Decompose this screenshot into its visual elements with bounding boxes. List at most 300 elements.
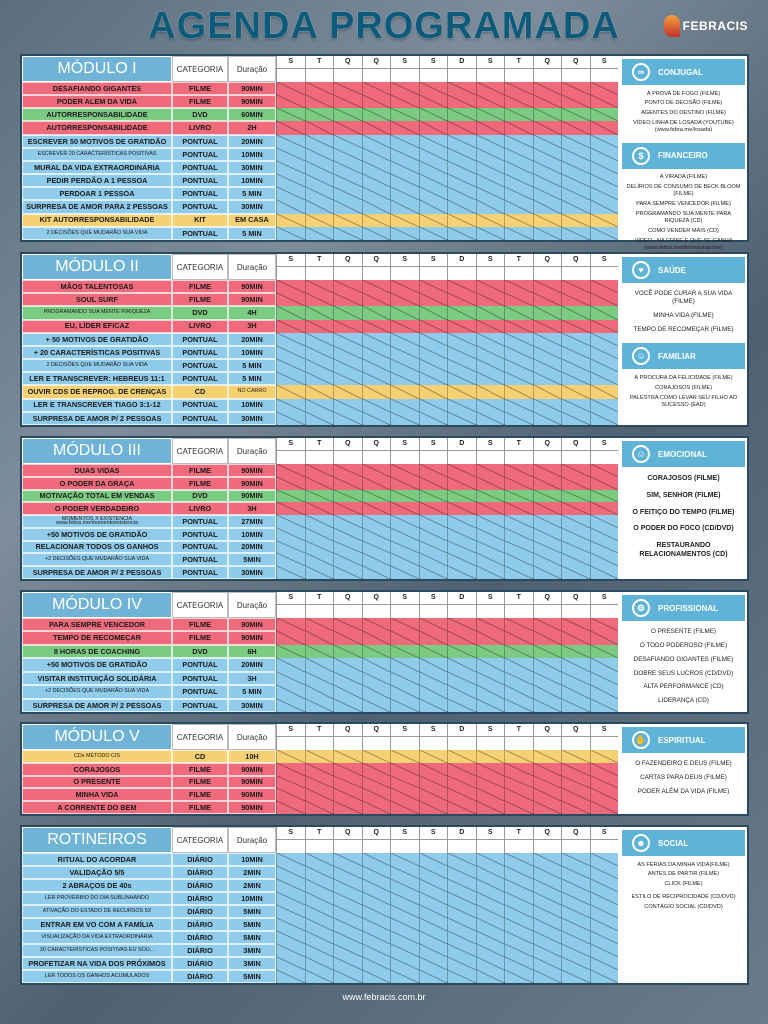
day-checkbox-cell[interactable] [533,658,562,671]
day-checkbox-cell[interactable] [305,672,334,685]
day-checkbox-cell[interactable] [276,699,305,712]
day-checkbox-cell[interactable] [276,399,305,412]
day-checkbox-cell[interactable] [305,161,334,174]
day-checkbox-cell[interactable] [362,944,391,957]
day-checkbox-cell[interactable] [590,750,619,763]
day-checkbox-cell[interactable] [476,227,505,240]
day-checkbox-cell[interactable] [419,412,448,425]
day-checkbox-cell[interactable] [504,293,533,306]
day-checkbox-cell[interactable] [504,763,533,776]
day-checkbox-cell[interactable] [333,477,362,490]
day-checkbox-cell[interactable] [504,618,533,631]
day-checkbox-cell[interactable] [419,477,448,490]
day-checkbox-cell[interactable] [276,412,305,425]
day-checkbox-cell[interactable] [362,306,391,319]
day-checkbox-cell[interactable] [419,905,448,918]
day-checkbox-cell[interactable] [333,905,362,918]
day-checkbox-cell[interactable] [590,135,619,148]
day-checkbox-cell[interactable] [362,399,391,412]
day-checkbox-cell[interactable] [476,957,505,970]
day-checkbox-cell[interactable] [476,95,505,108]
day-checkbox-cell[interactable] [476,658,505,671]
day-checkbox-cell[interactable] [533,944,562,957]
day-checkbox-cell[interactable] [305,918,334,931]
day-checkbox-cell[interactable] [476,944,505,957]
day-checkbox-cell[interactable] [419,359,448,372]
day-checkbox-cell[interactable] [305,174,334,187]
day-checkbox-cell[interactable] [504,918,533,931]
day-checkbox-cell[interactable] [476,293,505,306]
day-checkbox-cell[interactable] [419,280,448,293]
day-checkbox-cell[interactable] [305,95,334,108]
day-checkbox-cell[interactable] [362,866,391,879]
day-checkbox-cell[interactable] [447,148,476,161]
day-checkbox-cell[interactable] [561,801,590,814]
day-checkbox-cell[interactable] [419,490,448,503]
day-checkbox-cell[interactable] [390,502,419,515]
day-checkbox-cell[interactable] [561,685,590,698]
day-checkbox-cell[interactable] [476,788,505,801]
day-checkbox-cell[interactable] [561,121,590,134]
day-checkbox-cell[interactable] [390,121,419,134]
day-checkbox-cell[interactable] [390,490,419,503]
day-checkbox-cell[interactable] [590,528,619,541]
day-checkbox-cell[interactable] [333,95,362,108]
day-checkbox-cell[interactable] [305,944,334,957]
day-checkbox-cell[interactable] [305,372,334,385]
day-checkbox-cell[interactable] [276,918,305,931]
day-checkbox-cell[interactable] [276,788,305,801]
day-checkbox-cell[interactable] [390,931,419,944]
day-checkbox-cell[interactable] [476,161,505,174]
day-checkbox-cell[interactable] [476,905,505,918]
day-checkbox-cell[interactable] [476,685,505,698]
day-checkbox-cell[interactable] [590,685,619,698]
day-checkbox-cell[interactable] [504,931,533,944]
day-checkbox-cell[interactable] [561,750,590,763]
day-checkbox-cell[interactable] [305,293,334,306]
day-checkbox-cell[interactable] [305,346,334,359]
day-checkbox-cell[interactable] [590,280,619,293]
day-checkbox-cell[interactable] [504,699,533,712]
day-checkbox-cell[interactable] [305,464,334,477]
day-checkbox-cell[interactable] [419,866,448,879]
day-checkbox-cell[interactable] [533,528,562,541]
day-checkbox-cell[interactable] [305,359,334,372]
day-checkbox-cell[interactable] [561,788,590,801]
day-checkbox-cell[interactable] [447,227,476,240]
day-checkbox-cell[interactable] [419,372,448,385]
day-checkbox-cell[interactable] [447,957,476,970]
day-checkbox-cell[interactable] [476,108,505,121]
day-checkbox-cell[interactable] [533,553,562,566]
day-checkbox-cell[interactable] [447,161,476,174]
day-checkbox-cell[interactable] [276,515,305,528]
day-checkbox-cell[interactable] [305,108,334,121]
day-checkbox-cell[interactable] [362,346,391,359]
day-checkbox-cell[interactable] [504,528,533,541]
day-checkbox-cell[interactable] [533,372,562,385]
day-checkbox-cell[interactable] [561,763,590,776]
day-checkbox-cell[interactable] [276,385,305,398]
day-checkbox-cell[interactable] [504,566,533,579]
day-checkbox-cell[interactable] [419,931,448,944]
day-checkbox-cell[interactable] [504,905,533,918]
day-checkbox-cell[interactable] [333,944,362,957]
day-checkbox-cell[interactable] [419,320,448,333]
day-checkbox-cell[interactable] [561,477,590,490]
day-checkbox-cell[interactable] [590,214,619,227]
day-checkbox-cell[interactable] [504,541,533,554]
day-checkbox-cell[interactable] [476,931,505,944]
day-checkbox-cell[interactable] [362,566,391,579]
day-checkbox-cell[interactable] [333,227,362,240]
day-checkbox-cell[interactable] [590,200,619,213]
day-checkbox-cell[interactable] [333,892,362,905]
day-checkbox-cell[interactable] [390,631,419,644]
day-checkbox-cell[interactable] [419,161,448,174]
day-checkbox-cell[interactable] [390,566,419,579]
day-checkbox-cell[interactable] [305,853,334,866]
day-checkbox-cell[interactable] [561,490,590,503]
day-checkbox-cell[interactable] [561,320,590,333]
day-checkbox-cell[interactable] [390,892,419,905]
day-checkbox-cell[interactable] [533,214,562,227]
day-checkbox-cell[interactable] [305,306,334,319]
day-checkbox-cell[interactable] [276,853,305,866]
day-checkbox-cell[interactable] [504,161,533,174]
day-checkbox-cell[interactable] [561,293,590,306]
day-checkbox-cell[interactable] [447,699,476,712]
day-checkbox-cell[interactable] [533,931,562,944]
day-checkbox-cell[interactable] [362,82,391,95]
day-checkbox-cell[interactable] [362,477,391,490]
day-checkbox-cell[interactable] [561,528,590,541]
day-checkbox-cell[interactable] [362,161,391,174]
day-checkbox-cell[interactable] [362,685,391,698]
day-checkbox-cell[interactable] [362,905,391,918]
day-checkbox-cell[interactable] [447,566,476,579]
day-checkbox-cell[interactable] [362,618,391,631]
day-checkbox-cell[interactable] [561,280,590,293]
day-checkbox-cell[interactable] [419,853,448,866]
day-checkbox-cell[interactable] [276,121,305,134]
day-checkbox-cell[interactable] [305,566,334,579]
day-checkbox-cell[interactable] [533,399,562,412]
day-checkbox-cell[interactable] [276,672,305,685]
day-checkbox-cell[interactable] [333,372,362,385]
day-checkbox-cell[interactable] [533,161,562,174]
day-checkbox-cell[interactable] [276,214,305,227]
day-checkbox-cell[interactable] [419,385,448,398]
day-checkbox-cell[interactable] [533,490,562,503]
day-checkbox-cell[interactable] [305,399,334,412]
day-checkbox-cell[interactable] [533,306,562,319]
day-checkbox-cell[interactable] [333,385,362,398]
day-checkbox-cell[interactable] [447,879,476,892]
day-checkbox-cell[interactable] [276,944,305,957]
day-checkbox-cell[interactable] [305,320,334,333]
day-checkbox-cell[interactable] [276,566,305,579]
day-checkbox-cell[interactable] [276,658,305,671]
day-checkbox-cell[interactable] [504,879,533,892]
day-checkbox-cell[interactable] [419,879,448,892]
day-checkbox-cell[interactable] [504,227,533,240]
day-checkbox-cell[interactable] [305,645,334,658]
day-checkbox-cell[interactable] [533,631,562,644]
day-checkbox-cell[interactable] [447,346,476,359]
day-checkbox-cell[interactable] [476,372,505,385]
day-checkbox-cell[interactable] [590,306,619,319]
day-checkbox-cell[interactable] [447,385,476,398]
day-checkbox-cell[interactable] [533,685,562,698]
day-checkbox-cell[interactable] [504,320,533,333]
day-checkbox-cell[interactable] [533,333,562,346]
day-checkbox-cell[interactable] [504,645,533,658]
day-checkbox-cell[interactable] [333,645,362,658]
day-checkbox-cell[interactable] [504,108,533,121]
day-checkbox-cell[interactable] [561,566,590,579]
day-checkbox-cell[interactable] [590,95,619,108]
day-checkbox-cell[interactable] [390,174,419,187]
day-checkbox-cell[interactable] [333,174,362,187]
day-checkbox-cell[interactable] [333,553,362,566]
day-checkbox-cell[interactable] [590,82,619,95]
day-checkbox-cell[interactable] [276,490,305,503]
day-checkbox-cell[interactable] [419,148,448,161]
day-checkbox-cell[interactable] [476,359,505,372]
day-checkbox-cell[interactable] [447,776,476,789]
day-checkbox-cell[interactable] [333,776,362,789]
day-checkbox-cell[interactable] [305,82,334,95]
day-checkbox-cell[interactable] [362,214,391,227]
day-checkbox-cell[interactable] [419,121,448,134]
day-checkbox-cell[interactable] [447,685,476,698]
day-checkbox-cell[interactable] [533,359,562,372]
day-checkbox-cell[interactable] [447,528,476,541]
day-checkbox-cell[interactable] [476,750,505,763]
day-checkbox-cell[interactable] [447,121,476,134]
day-checkbox-cell[interactable] [419,306,448,319]
day-checkbox-cell[interactable] [362,502,391,515]
day-checkbox-cell[interactable] [447,970,476,983]
day-checkbox-cell[interactable] [276,931,305,944]
day-checkbox-cell[interactable] [447,645,476,658]
day-checkbox-cell[interactable] [419,672,448,685]
day-checkbox-cell[interactable] [533,801,562,814]
day-checkbox-cell[interactable] [305,750,334,763]
day-checkbox-cell[interactable] [504,502,533,515]
day-checkbox-cell[interactable] [390,320,419,333]
day-checkbox-cell[interactable] [590,776,619,789]
day-checkbox-cell[interactable] [561,464,590,477]
day-checkbox-cell[interactable] [447,464,476,477]
day-checkbox-cell[interactable] [419,502,448,515]
day-checkbox-cell[interactable] [476,121,505,134]
day-checkbox-cell[interactable] [561,385,590,398]
day-checkbox-cell[interactable] [276,645,305,658]
day-checkbox-cell[interactable] [590,108,619,121]
day-checkbox-cell[interactable] [504,399,533,412]
day-checkbox-cell[interactable] [561,399,590,412]
day-checkbox-cell[interactable] [362,359,391,372]
day-checkbox-cell[interactable] [447,541,476,554]
day-checkbox-cell[interactable] [590,763,619,776]
day-checkbox-cell[interactable] [305,490,334,503]
day-checkbox-cell[interactable] [590,931,619,944]
day-checkbox-cell[interactable] [561,553,590,566]
day-checkbox-cell[interactable] [333,788,362,801]
day-checkbox-cell[interactable] [561,970,590,983]
day-checkbox-cell[interactable] [476,515,505,528]
day-checkbox-cell[interactable] [390,477,419,490]
day-checkbox-cell[interactable] [590,385,619,398]
day-checkbox-cell[interactable] [447,944,476,957]
day-checkbox-cell[interactable] [362,108,391,121]
day-checkbox-cell[interactable] [504,515,533,528]
day-checkbox-cell[interactable] [390,685,419,698]
day-checkbox-cell[interactable] [561,631,590,644]
day-checkbox-cell[interactable] [419,631,448,644]
day-checkbox-cell[interactable] [533,853,562,866]
day-checkbox-cell[interactable] [362,853,391,866]
day-checkbox-cell[interactable] [276,135,305,148]
day-checkbox-cell[interactable] [333,853,362,866]
day-checkbox-cell[interactable] [390,227,419,240]
day-checkbox-cell[interactable] [333,879,362,892]
day-checkbox-cell[interactable] [276,801,305,814]
day-checkbox-cell[interactable] [276,541,305,554]
day-checkbox-cell[interactable] [419,788,448,801]
day-checkbox-cell[interactable] [447,502,476,515]
day-checkbox-cell[interactable] [590,944,619,957]
day-checkbox-cell[interactable] [533,187,562,200]
day-checkbox-cell[interactable] [533,464,562,477]
day-checkbox-cell[interactable] [590,918,619,931]
day-checkbox-cell[interactable] [590,905,619,918]
day-checkbox-cell[interactable] [390,135,419,148]
day-checkbox-cell[interactable] [504,200,533,213]
day-checkbox-cell[interactable] [390,541,419,554]
day-checkbox-cell[interactable] [504,214,533,227]
day-checkbox-cell[interactable] [419,227,448,240]
day-checkbox-cell[interactable] [362,631,391,644]
day-checkbox-cell[interactable] [390,280,419,293]
day-checkbox-cell[interactable] [476,853,505,866]
day-checkbox-cell[interactable] [590,372,619,385]
day-checkbox-cell[interactable] [561,161,590,174]
day-checkbox-cell[interactable] [390,618,419,631]
day-checkbox-cell[interactable] [419,944,448,957]
day-checkbox-cell[interactable] [561,658,590,671]
day-checkbox-cell[interactable] [362,293,391,306]
day-checkbox-cell[interactable] [561,866,590,879]
day-checkbox-cell[interactable] [333,515,362,528]
day-checkbox-cell[interactable] [305,477,334,490]
day-checkbox-cell[interactable] [276,905,305,918]
day-checkbox-cell[interactable] [419,82,448,95]
day-checkbox-cell[interactable] [533,970,562,983]
day-checkbox-cell[interactable] [276,346,305,359]
day-checkbox-cell[interactable] [305,905,334,918]
day-checkbox-cell[interactable] [476,645,505,658]
day-checkbox-cell[interactable] [447,631,476,644]
day-checkbox-cell[interactable] [419,200,448,213]
day-checkbox-cell[interactable] [533,200,562,213]
day-checkbox-cell[interactable] [447,750,476,763]
day-checkbox-cell[interactable] [533,148,562,161]
day-checkbox-cell[interactable] [447,333,476,346]
day-checkbox-cell[interactable] [305,148,334,161]
day-checkbox-cell[interactable] [390,399,419,412]
day-checkbox-cell[interactable] [476,135,505,148]
day-checkbox-cell[interactable] [504,685,533,698]
day-checkbox-cell[interactable] [419,685,448,698]
day-checkbox-cell[interactable] [362,763,391,776]
day-checkbox-cell[interactable] [419,187,448,200]
day-checkbox-cell[interactable] [590,801,619,814]
day-checkbox-cell[interactable] [362,515,391,528]
day-checkbox-cell[interactable] [590,618,619,631]
day-checkbox-cell[interactable] [590,174,619,187]
day-checkbox-cell[interactable] [305,631,334,644]
day-checkbox-cell[interactable] [533,763,562,776]
day-checkbox-cell[interactable] [419,918,448,931]
day-checkbox-cell[interactable] [533,346,562,359]
day-checkbox-cell[interactable] [305,892,334,905]
day-checkbox-cell[interactable] [590,957,619,970]
day-checkbox-cell[interactable] [419,618,448,631]
day-checkbox-cell[interactable] [362,187,391,200]
day-checkbox-cell[interactable] [390,672,419,685]
day-checkbox-cell[interactable] [447,658,476,671]
day-checkbox-cell[interactable] [390,801,419,814]
day-checkbox-cell[interactable] [362,658,391,671]
day-checkbox-cell[interactable] [362,121,391,134]
day-checkbox-cell[interactable] [419,553,448,566]
day-checkbox-cell[interactable] [533,227,562,240]
day-checkbox-cell[interactable] [476,553,505,566]
day-checkbox-cell[interactable] [276,618,305,631]
day-checkbox-cell[interactable] [333,763,362,776]
day-checkbox-cell[interactable] [390,293,419,306]
day-checkbox-cell[interactable] [419,464,448,477]
day-checkbox-cell[interactable] [419,541,448,554]
day-checkbox-cell[interactable] [362,672,391,685]
day-checkbox-cell[interactable] [504,174,533,187]
day-checkbox-cell[interactable] [447,931,476,944]
day-checkbox-cell[interactable] [504,346,533,359]
day-checkbox-cell[interactable] [333,618,362,631]
day-checkbox-cell[interactable] [362,918,391,931]
day-checkbox-cell[interactable] [276,372,305,385]
day-checkbox-cell[interactable] [333,399,362,412]
day-checkbox-cell[interactable] [390,763,419,776]
day-checkbox-cell[interactable] [476,320,505,333]
day-checkbox-cell[interactable] [561,853,590,866]
day-checkbox-cell[interactable] [333,970,362,983]
day-checkbox-cell[interactable] [447,553,476,566]
day-checkbox-cell[interactable] [476,477,505,490]
day-checkbox-cell[interactable] [504,658,533,671]
day-checkbox-cell[interactable] [533,866,562,879]
day-checkbox-cell[interactable] [333,672,362,685]
day-checkbox-cell[interactable] [447,187,476,200]
day-checkbox-cell[interactable] [533,699,562,712]
day-checkbox-cell[interactable] [305,788,334,801]
day-checkbox-cell[interactable] [276,200,305,213]
day-checkbox-cell[interactable] [305,135,334,148]
